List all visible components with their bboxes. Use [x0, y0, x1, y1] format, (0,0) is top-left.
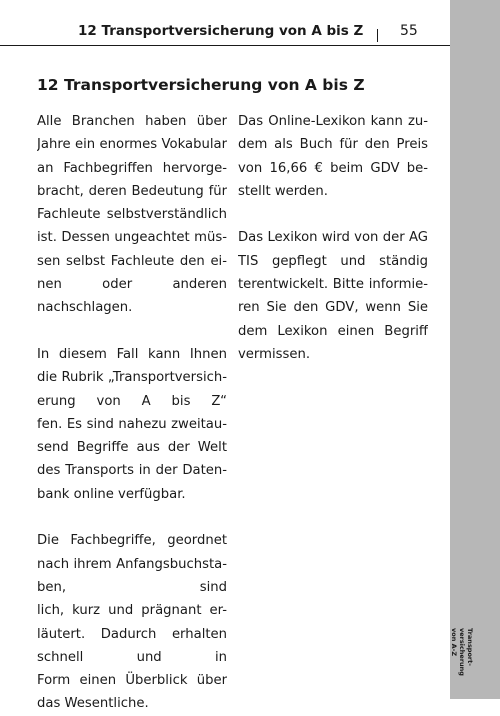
text-line: des Transports in der Daten-: [37, 463, 227, 479]
text-line: Fachleute selbstverständlich: [37, 207, 227, 223]
text-line: fen. Es sind nahezu zweitau-: [37, 416, 227, 432]
text-line: vermissen.: [238, 346, 311, 362]
text-line: schnell und in: [37, 649, 227, 665]
text-line: läutert. Dadurch erhalten: [37, 626, 227, 642]
page-number: 55: [400, 23, 418, 39]
text-line: nach ihrem Anfangsbuchsta-: [37, 556, 227, 572]
text-line: Das Lexikon wird von der AG: [238, 230, 428, 246]
paragraph-fachbegriffe: [37, 529, 227, 715]
paragraph-rubrik: [37, 343, 227, 506]
side-tab-line: versicherung: [458, 628, 466, 676]
text-line: ist. Dessen ungeachtet müs-: [37, 230, 227, 246]
text-line: Das Online-Lexikon kann zu-: [238, 114, 428, 129]
header-separator: [377, 29, 378, 42]
text-line: von 16,66 € beim GDV be-: [238, 160, 428, 176]
text-line: Form einen Überblick über: [37, 673, 227, 689]
paragraph-gap: [238, 203, 428, 226]
running-header: [0, 18, 450, 42]
text-line: Die Fachbegriffe, geordnet: [37, 533, 227, 549]
text-line: sen selbst Fachleute den ei-: [37, 253, 227, 269]
left-column: [37, 110, 227, 716]
text-line: send Begriffe aus der Welt: [37, 440, 227, 456]
side-tab-line: von A-Z: [450, 628, 458, 657]
text-line: ren Sie den GDV, wenn Sie: [238, 300, 428, 316]
text-line: die Rubrik „Transportversich-: [37, 370, 227, 386]
text-line: das Wesentliche.: [37, 696, 149, 712]
side-tab-line: Transport-: [466, 628, 474, 666]
text-line: Jahre ein enormes Vokabular: [37, 137, 227, 153]
text-line: dem als Buch für den Preis: [238, 137, 428, 153]
text-line: dem Lexikon einen Begriff: [238, 323, 428, 339]
chapter-heading: 12 Transportversicherung von A bis Z: [37, 76, 365, 94]
paragraph-gap: [37, 320, 227, 343]
text-line: erung von A bis Z“: [37, 393, 227, 409]
text-line: In diesem Fall kann Ihnen: [37, 346, 227, 362]
chapter-side-tab: [450, 0, 500, 699]
text-line: terentwickelt. Bitte informie-: [238, 277, 428, 293]
text-line: stellt werden.: [238, 183, 328, 199]
paragraph-online-lexikon: [238, 110, 428, 203]
text-line: lich, kurz und prägnant er-: [37, 603, 227, 619]
side-tab-label: [450, 628, 498, 698]
text-line: Alle Branchen haben über: [37, 114, 227, 129]
text-line: ben, sind: [37, 579, 227, 595]
right-column: [238, 110, 428, 366]
paragraph-branchen: [37, 110, 227, 320]
paragraph-gap: [37, 506, 227, 529]
running-title: 12 Transportversicherung von A bis Z: [78, 23, 364, 39]
text-line: TIS gepflegt und ständig: [238, 253, 428, 269]
text-line: bank online verfügbar.: [37, 486, 186, 502]
text-line: nen oder anderen: [37, 277, 227, 293]
paragraph-ag-tis: [238, 226, 428, 366]
header-rule: [0, 45, 450, 46]
text-line: nachschlagen.: [37, 300, 133, 316]
text-line: an Fachbegriffen hervorge-: [37, 160, 227, 176]
text-line: bracht, deren Bedeutung für: [37, 183, 227, 199]
